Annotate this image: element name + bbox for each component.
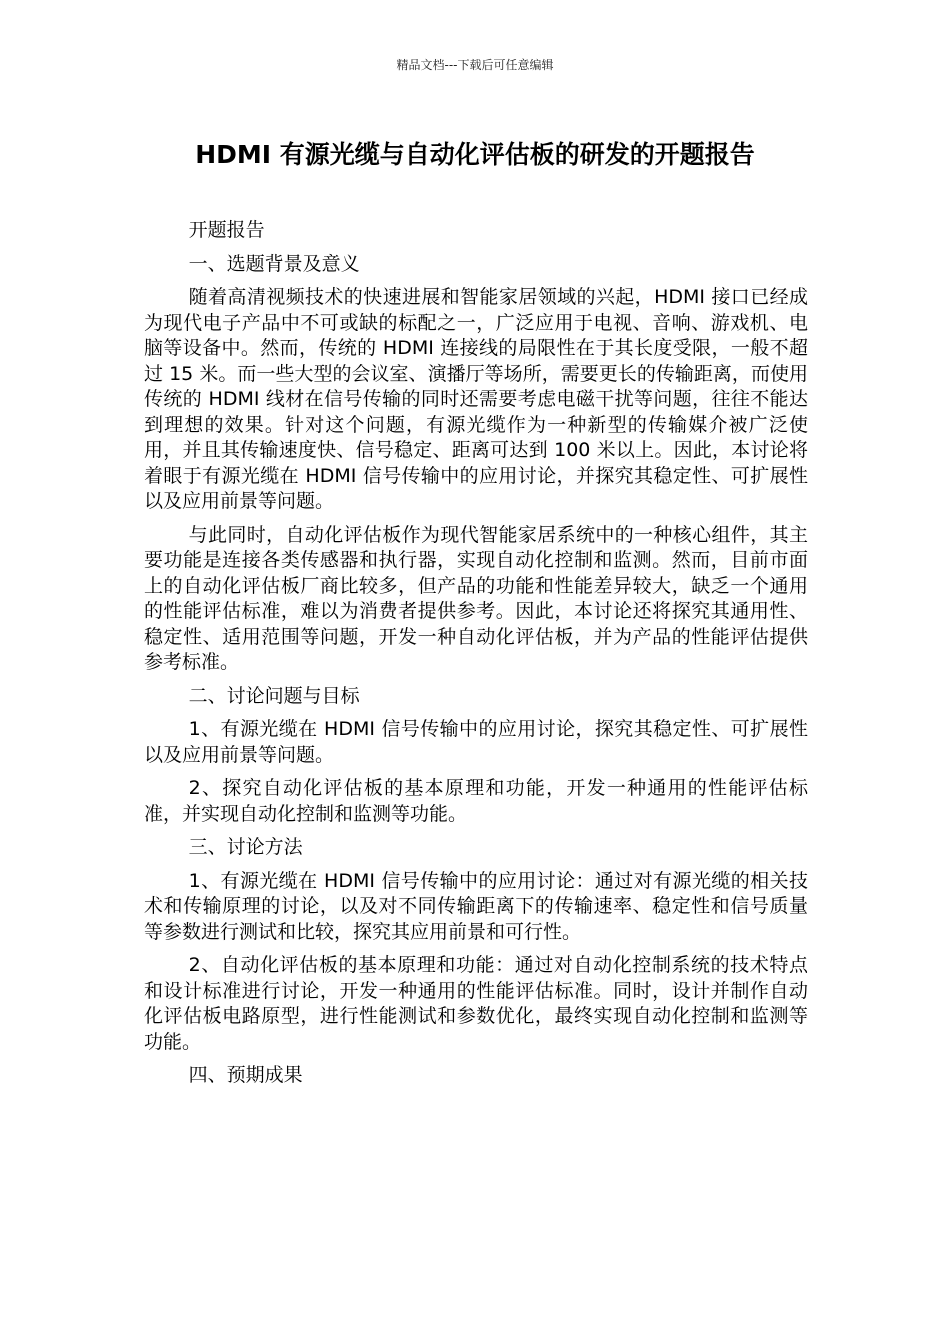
section-1-heading: 一、选题背景及意义 [188,252,360,275]
document-body [144,218,808,1097]
section-1-paragraph-2: 与此同时，自动化评估板作为现代智能家居系统中的一种核心组件，其主要功能是连接各类传感器和执行器，实现自动化控制和监测。然而，目前市面上的自动化评估板厂商比较多，但产品的功能和性能差异较大，缺乏一个通用的性能评估标准，难以为消费者提供参考。因此，本讨论还将探究其通用性、稳定性、适用范围等问题，开发一种自动化评估板，并为产品的性能评估提供参考标准。 [144,523,808,673]
section-2-item-1: 1、有源光缆在 HDMI 信号传输中的应用讨论，探究其稳定性、可扩展性以及应用前景等问题。 [144,718,808,766]
document-title: HDMI 有源光缆与自动化评估板的研发的开题报告 [195,140,755,169]
section-3-item-2: 2、自动化评估板的基本原理和功能：通过对自动化控制系统的技术特点和设计标准进行讨论，开发一种通用的性能评估标准。同时，设计并制作自动化评估板电路原型，进行性能测试和参数优化，最终实现自动化控制和监测等功能。 [144,954,808,1053]
section-3-item-1: 1、有源光缆在 HDMI 信号传输中的应用讨论：通过对有源光缆的相关技术和传输原理的讨论，以及对不同传输距离下的传输速率、稳定性和信号质量等参数进行测试和比较，探究其应用前景和可行性。 [144,869,808,943]
section-4-heading: 四、预期成果 [188,1064,303,1086]
section-1-paragraph-1: 随着高清视频技术的快速进展和智能家居领域的兴起，HDMI 接口已经成为现代电子产品中不可或缺的标配之一，广泛应用于电视、音响、游戏机、电脑等设备中。然而，传统的 HDMI 连接线的局限性在于其长度受限，一般不超过 15 米。而一些大型的会议室、演播厅等场所，需要更长的传输距离，而使用传统的 HDMI 线材在信号传输的同时还需要考虑电磁干扰等问题，往往不能达到理想的效果。针对这个问题，有源光缆作为一种新型的传输媒介被广泛使用，并且其传输速度快、信号稳定、距离可达到 100 米以上。因此，本讨论将着眼于有源光缆在 HDMI 信号传输中的应用讨论，并探究其稳定性、可扩展性以及应用前景等问题。 [144,286,808,512]
page-header: 精品文档---下载后可任意编辑 [396,58,554,72]
section-3-heading: 三、讨论方法 [188,836,303,858]
section-2-heading: 二、讨论问题与目标 [188,684,360,707]
intro-label: 开题报告 [188,219,265,241]
section-2-item-2: 2、探究自动化评估板的基本原理和功能，开发一种通用的性能评估标准，并实现自动化控制和监测等功能。 [144,777,808,825]
